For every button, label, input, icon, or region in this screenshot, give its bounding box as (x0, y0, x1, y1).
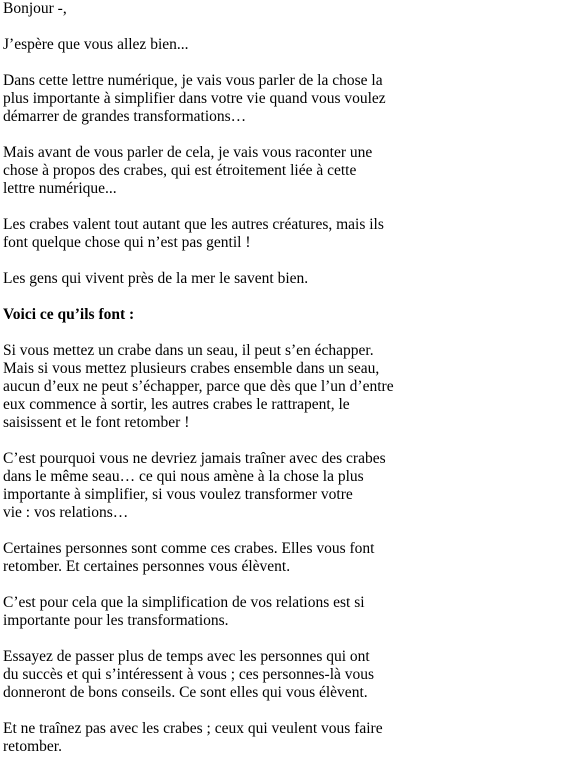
paragraph-gap (3, 630, 573, 648)
text-line: Si vous mettez un crabe dans un seau, il peut s’en échapper. (3, 342, 374, 359)
letter-body (3, 0, 573, 756)
paragraph (3, 594, 573, 630)
text-line: J’espère que vous allez bien... (3, 36, 189, 53)
paragraph-gap (3, 18, 573, 36)
text-line: Bonjour -, (3, 0, 67, 17)
text-line: importante à simplifier, si vous voulez transformer votre (3, 486, 353, 503)
text-line: Les crabes valent tout autant que les autres créatures, mais ils (3, 216, 384, 233)
text-line: plus importante à simplifier dans votre vie quand vous voulez (3, 90, 386, 107)
text-line: Essayez de passer plus de temps avec les personnes qui ont (3, 648, 370, 665)
text-line: Dans cette lettre numérique, je vais vous parler de la chose la (3, 72, 383, 89)
text-line: C’est pour cela que la simplification de vos relations est si (3, 594, 365, 611)
text-line: saisissent et le font retomber ! (3, 414, 190, 431)
text-line: eux commence à sortir, les autres crabes le rattrapent, le (3, 396, 350, 413)
paragraph (3, 36, 573, 54)
paragraph-gap (3, 126, 573, 144)
text-line: Certaines personnes sont comme ces crabes. Elles vous font (3, 540, 375, 557)
paragraph (3, 720, 573, 756)
paragraph (3, 342, 573, 432)
text-line: Voici ce qu’ils font : (3, 306, 135, 323)
text-line: donneront de bons conseils. Ce sont elles qui vous élèvent. (3, 684, 368, 701)
paragraph (3, 648, 573, 702)
text-line: Les gens qui vivent près de la mer le savent bien. (3, 270, 309, 287)
text-line: du succès et qui s’intéressent à vous ; ces personnes-là vous (3, 666, 375, 683)
text-line: lettre numérique... (3, 180, 117, 197)
paragraph (3, 0, 573, 18)
text-line: Et ne traînez pas avec les crabes ; ceux qui veulent vous faire (3, 720, 383, 737)
section-heading (3, 306, 573, 324)
paragraph (3, 216, 573, 252)
text-line: Mais avant de vous parler de cela, je vais vous raconter une (3, 144, 373, 161)
paragraph-gap (3, 54, 573, 72)
paragraph-gap (3, 702, 573, 720)
paragraph-gap (3, 576, 573, 594)
paragraph-gap (3, 198, 573, 216)
paragraph (3, 540, 573, 576)
text-line: vie : vos relations… (3, 504, 129, 521)
paragraph-gap (3, 432, 573, 450)
text-line: aucun d’eux ne peut s’échapper, parce que dès que l’un d’entre (3, 378, 394, 395)
text-line: retomber. Et certaines personnes vous élèvent. (3, 558, 291, 575)
paragraph (3, 72, 573, 126)
paragraph-gap (3, 324, 573, 342)
text-line: Mais si vous mettez plusieurs crabes ensemble dans un seau, (3, 360, 380, 377)
paragraph (3, 270, 573, 288)
text-line: dans le même seau… ce qui nous amène à la chose la plus (3, 468, 364, 485)
paragraph-gap (3, 288, 573, 306)
text-line: chose à propos des crabes, qui est étroitement liée à cette (3, 162, 357, 179)
paragraph-gap (3, 252, 573, 270)
paragraph (3, 144, 573, 198)
paragraph-gap (3, 522, 573, 540)
text-line: font quelque chose qui n’est pas gentil ! (3, 234, 251, 251)
paragraph (3, 450, 573, 522)
text-line: C’est pourquoi vous ne devriez jamais traîner avec des crabes (3, 450, 386, 467)
text-line: retomber. (3, 738, 62, 755)
text-line: importante pour les transformations. (3, 612, 229, 629)
text-line: démarrer de grandes transformations… (3, 108, 247, 125)
